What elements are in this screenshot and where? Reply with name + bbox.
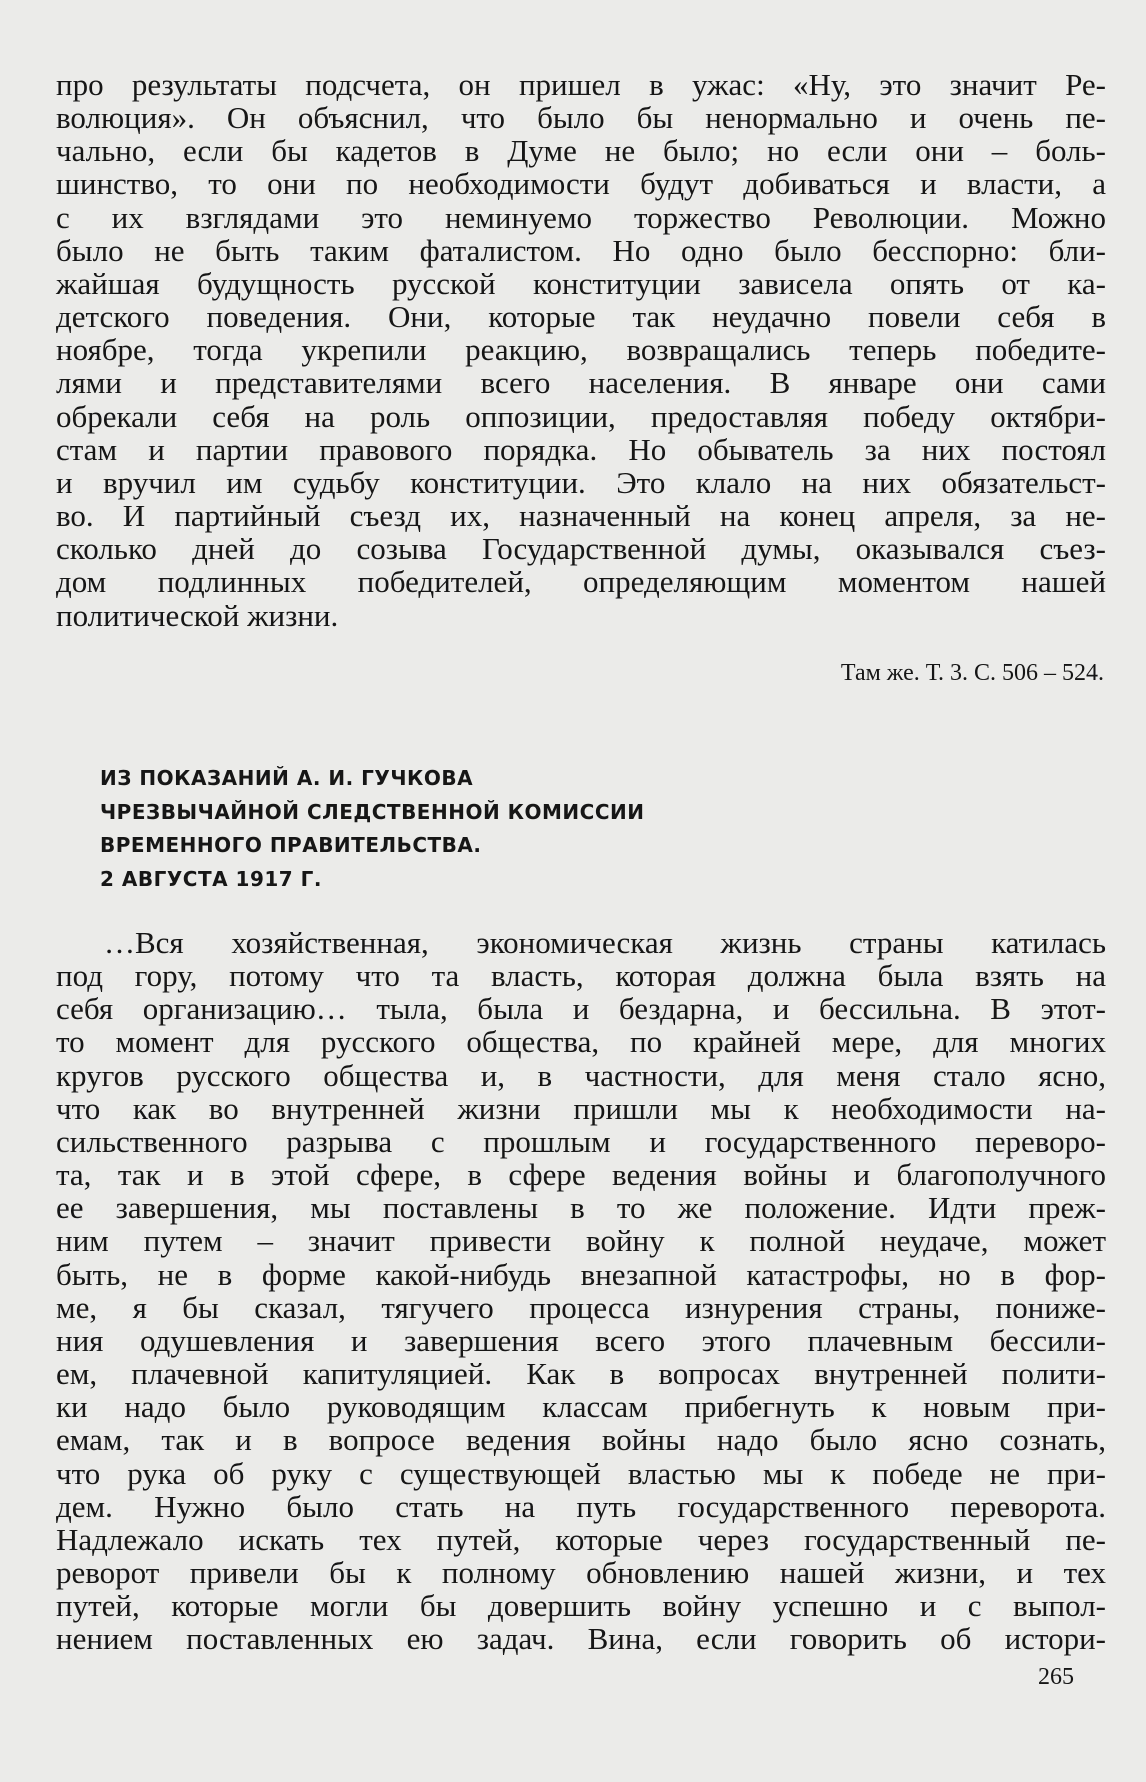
text-line: ки надо было руководящим классам прибегнуть к новым при- (56, 1389, 1106, 1425)
text-line: ме, я бы сказал, тягучего процесса изнурения страны, пониже- (56, 1289, 1106, 1325)
text-line: дом подлинных победителей, определяющим моментом нашей (56, 564, 1106, 600)
text-line: стам и партии правового порядка. Но обыватель за них постоял (56, 431, 1106, 467)
heading-line: ВРЕМЕННОГО ПРАВИТЕЛЬСТВА. (100, 833, 482, 857)
text-line: ния одушевления и завершения всего этого плачевным бессили- (56, 1322, 1106, 1358)
text-paragraph-2 (56, 926, 1106, 1655)
text-line: реворот привели бы к полному обновлению нашей жизни, и тех (56, 1554, 1106, 1590)
text-line: политической жизни. (56, 597, 339, 633)
text-line: шинство, то они по необходимости будут добиваться и власти, а (56, 166, 1106, 202)
text-line: то момент для русского общества, по крайней мере, для многих (56, 1024, 1106, 1060)
text-paragraph-1 (56, 68, 1106, 632)
text-line: под гору, потому что та власть, которая должна была взять на (56, 958, 1106, 994)
section-heading (100, 762, 644, 896)
text-line: нением поставленных ею задач. Вина, если говорить об истори- (56, 1621, 1106, 1657)
text-line: дем. Нужно было стать на путь государственного переворота. (56, 1488, 1106, 1524)
text-line: быть, не в форме какой-нибудь внезапной катастрофы, но в фор- (56, 1256, 1106, 1292)
text-line: с их взглядами это неминуемо торжество Революции. Можно (56, 199, 1106, 235)
heading-line: ИЗ ПОКАЗАНИЙ А. И. ГУЧКОВА (100, 766, 474, 790)
text-line: себя организацию… тыла, была и бездарна, и бессильна. В этот- (56, 991, 1106, 1027)
text-line: ее завершения, мы поставлены в то же положение. Идти преж- (56, 1190, 1106, 1226)
text-line: и вручил им судьбу конституции. Это клало на них обязательст- (56, 464, 1106, 500)
text-line: лями и представителями всего населения. В январе они сами (56, 365, 1106, 401)
text-line: волюция». Он объяснил, что было бы ненормально и очень пе- (56, 100, 1106, 136)
text-line: жайшая будущность русской конституции зависела опять от ка- (56, 265, 1106, 301)
text-line: во. И партийный съезд их, назначенный на конец апреля, за не- (56, 498, 1106, 534)
heading-line: 2 АВГУСТА 1917 Г. (100, 866, 322, 891)
text-line: про результаты подсчета, он пришел в ужас: «Ну, это значит Ре- (56, 67, 1106, 102)
text-line: емам, так и в вопросе ведения войны надо было ясно сознать, (56, 1422, 1106, 1458)
text-line: что рука об руку с существующей властью мы к победе не при- (56, 1455, 1106, 1491)
text-line: ним путем – значит привести войну к полной неудаче, может (56, 1223, 1106, 1259)
text-line: детского поведения. Они, которые так неудачно повели себя в (56, 299, 1106, 335)
text-line: …Вся хозяйственная, экономическая жизнь страны катилась (104, 925, 1106, 960)
heading-line: ЧРЕЗВЫЧАЙНОЙ СЛЕДСТВЕННОЙ КОМИССИИ (100, 799, 645, 824)
text-line: что как во внутренней жизни пришли мы к необходимости на- (56, 1090, 1106, 1126)
text-line: кругов русского общества и, в частности, для меня стало ясно, (56, 1057, 1106, 1093)
text-line: ноябре, тогда укрепили реакцию, возвращались теперь победите- (56, 332, 1106, 368)
text-line: сильственного разрыва с прошлым и государственного переворо- (56, 1123, 1106, 1159)
text-line: та, так и в этой сфере, в сфере ведения войны и благополучного (56, 1157, 1106, 1193)
text-line: чально, если бы кадетов в Думе не было; но если они – боль- (56, 133, 1106, 169)
text-line: ем, плачевной капитуляцией. Как в вопросах внутренней полити- (56, 1356, 1106, 1392)
text-line: сколько дней до созыва Государственной думы, оказывался съез- (56, 531, 1106, 567)
source-reference: Там же. Т. 3. С. 506 – 524. (840, 660, 1104, 686)
text-line: было не быть таким фаталистом. Но одно было бесспорно: бли- (56, 232, 1106, 268)
text-line: путей, которые могли бы довершить войну успешно и с выпол- (56, 1588, 1106, 1624)
text-line: обрекали себя на роль оппозиции, предоставляя победу октябри- (56, 398, 1106, 434)
text-line: Надлежало искать тех путей, которые через государственный пе- (56, 1521, 1106, 1557)
page-number: 265 (1038, 1664, 1074, 1690)
